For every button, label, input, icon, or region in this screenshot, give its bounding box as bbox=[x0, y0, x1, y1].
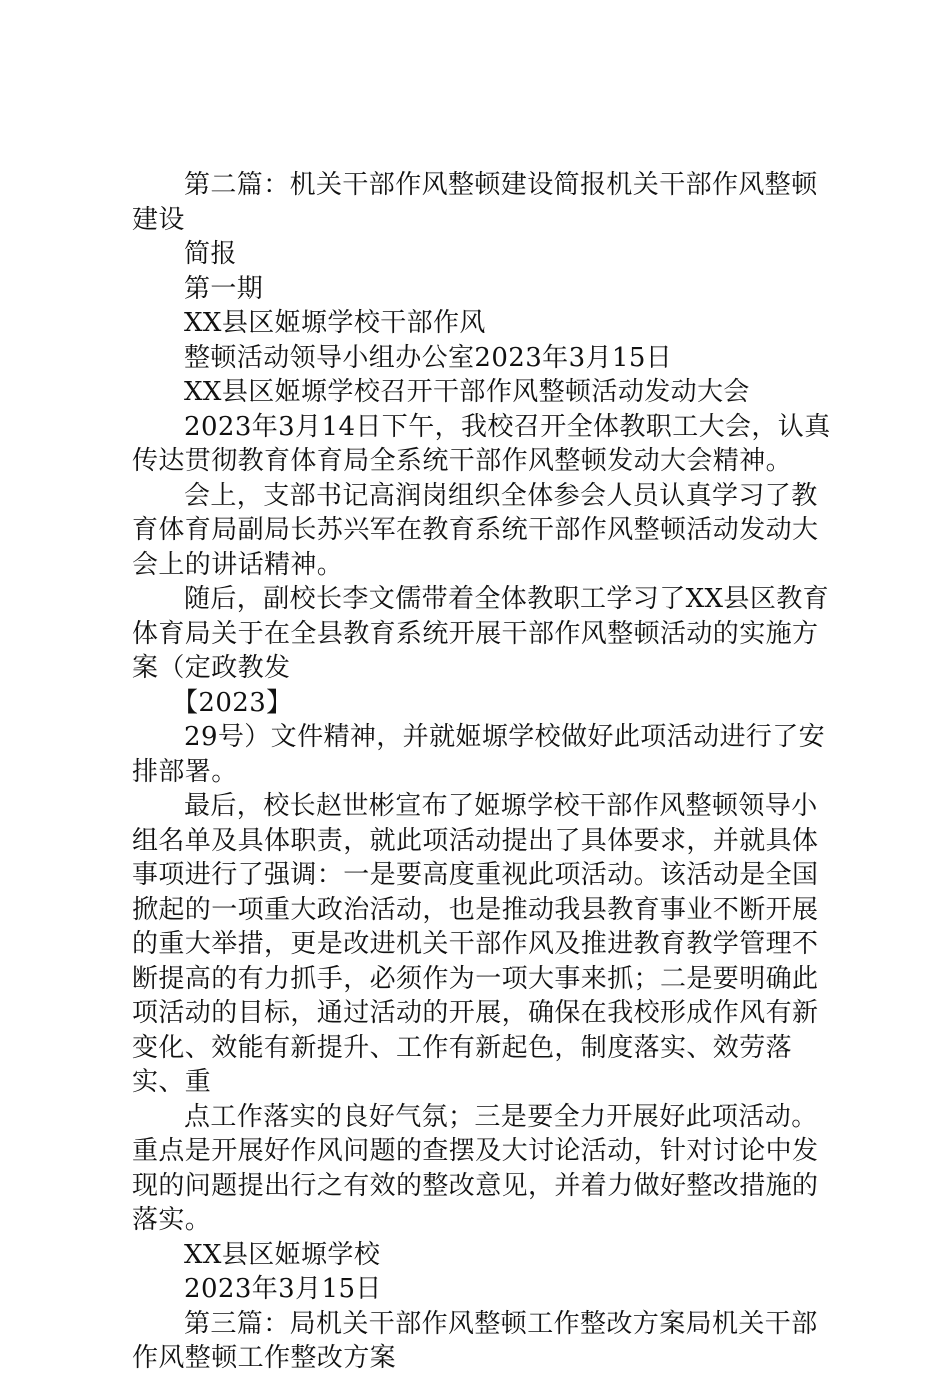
body-paragraph: 2023年3月14日下午，我校召开全体教职工大会，认真传达贯彻教育体育局全系统干部作风整顿发动大会精神。 bbox=[132, 411, 831, 476]
body-paragraph: 29号）文件精神，并就姬塬学校做好此项活动进行了安排部署。 bbox=[132, 722, 826, 787]
body-paragraph: 点工作落实的良好气氛；三是要全力开展好此项活动。重点是开展好作风问题的查摆及大讨论活动，针对讨论中发现的问题提出行之有效的整改意见，并着力做好整改措施的落实。 bbox=[132, 1101, 819, 1235]
issuer-line-1: XX县区姬塬学校干部作风 bbox=[184, 308, 486, 338]
article-headline: XX县区姬塬学校召开干部作风整顿活动发动大会 bbox=[184, 377, 750, 407]
document-body bbox=[132, 168, 832, 1376]
bulletin-title: 简报 bbox=[184, 239, 237, 269]
body-paragraph: 最后，校长赵世彬宣布了姬塬学校干部作风整顿领导小组名单及具体职责，就此项活动提出了具体要求，并就具体事项进行了强调：一是要高度重视此项活动。该活动是全国掀起的一项重大政治活动，也是推动我县教育事业不断开展的重大举措，更是改进机关干部作风及推进教育教学管理不断提高的有力抓手，必须作为一项大事来抓；二是要明确此项活动的目标，通过活动的开展，确保在我校形成作风有新变化、效能有新提升、工作有新起色，制度落实、效劳落实、重 bbox=[132, 791, 819, 1097]
body-paragraph: 会上，支部书记高润岗组织全体参会人员认真学习了教育体育局副局长苏兴军在教育系统干部作风整顿活动发动大会上的讲话精神。 bbox=[132, 480, 819, 580]
section-heading-part-two: 第二篇：机关干部作风整顿建设简报机关干部作风整顿建设 bbox=[132, 170, 818, 235]
signature-date: 2023年3月15日 bbox=[184, 1274, 382, 1304]
section-heading-part-three: 第三篇：局机关干部作风整顿工作整改方案局机关干部作风整顿工作整改方案 bbox=[132, 1308, 818, 1373]
signature-school: XX县区姬塬学校 bbox=[184, 1239, 381, 1270]
body-paragraph: 随后，副校长李文儒带着全体教职工学习了XX县区教育体育局关于在全县教育系统开展干部作风整顿活动的实施方案（定政教发 bbox=[132, 584, 830, 683]
issuer-line-2-date: 整顿活动领导小组办公室2023年3月15日 bbox=[184, 342, 673, 373]
issue-number: 第一期 bbox=[184, 273, 264, 304]
document-number-bracket: 【2023】 bbox=[172, 687, 293, 718]
